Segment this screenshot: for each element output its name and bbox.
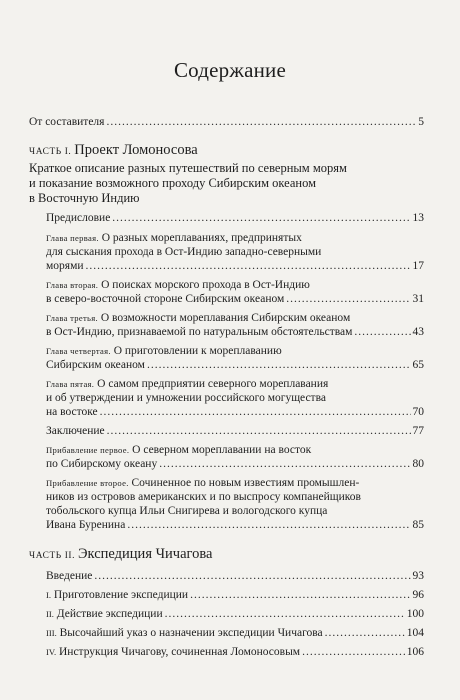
entry-text: О разных мореплаваниях, предпринятых: [101, 232, 302, 244]
appendix-label: Прибавление второе.: [46, 478, 129, 488]
entry-text: в северо-восточной стороне Сибирским океаном: [46, 293, 285, 305]
page-number: 93: [412, 570, 424, 582]
page-number: 104: [406, 627, 424, 639]
leader-dots: [106, 115, 416, 129]
toc-entry-section-1[interactable]: [46, 588, 424, 602]
chapter-label: Глава четвертая.: [46, 346, 111, 356]
entry-text: О поисках морского прохода в Ост-Индию: [101, 279, 310, 291]
entry-text: [46, 626, 323, 640]
toc-entry-chapter-1[interactable]: [46, 259, 424, 273]
entry-title: Инструкция Чичагову, сочиненная Ломоносовым: [58, 646, 301, 658]
entry-title: Приготовление экспедиции: [53, 589, 189, 601]
leader-dots: [147, 358, 411, 372]
chapter-2-line[interactable]: [46, 278, 310, 292]
chapter-5-line: и об утверждении и умножении российского могущества: [46, 392, 326, 404]
part-1-description-line: Краткое описание разных путешествий по северным морям: [29, 161, 347, 175]
page-number: 80: [412, 458, 424, 470]
toc-entry-chapter-2[interactable]: [46, 292, 424, 306]
entry-text: Сочиненное по новым известиям промышлен-: [131, 477, 360, 489]
toc-entry-introduction[interactable]: [46, 569, 424, 583]
roman-numeral: IV.: [46, 647, 57, 657]
toc-entry-chapter-5[interactable]: [46, 405, 424, 419]
toc-entry-appendix-1[interactable]: [46, 457, 424, 471]
entry-text: Сибирским океаном: [46, 359, 145, 371]
entry-text: в Ост-Индию, признаваемой по натуральным обстоятельствам: [46, 326, 353, 338]
part-1-description-line: и показание возможного проходу Сибирским океаном: [29, 176, 316, 190]
entry-text: по Сибирскому океану: [46, 458, 158, 470]
entry-text: От составителя: [29, 116, 105, 128]
toc-entry-intro[interactable]: [29, 115, 424, 129]
leader-dots: [112, 211, 410, 225]
appendix-2-line: ников из островов американских и по выспросу компанейщиков: [46, 491, 361, 503]
appendix-2-line[interactable]: [46, 476, 359, 490]
page-number: 70: [412, 406, 424, 418]
page-number: 96: [412, 589, 424, 601]
page-number: 65: [412, 359, 424, 371]
toc-entry-chapter-4[interactable]: [46, 358, 424, 372]
leader-dots: [127, 518, 410, 532]
part-label: ЧАСТЬ I.: [29, 147, 72, 157]
roman-numeral: II.: [46, 609, 54, 619]
entry-text: Заключение: [46, 425, 105, 437]
chapter-label: Глава первая.: [46, 233, 99, 243]
page-number: 5: [418, 116, 424, 128]
leader-dots: [286, 292, 410, 306]
entry-text: морями: [46, 260, 84, 272]
page-number: 85: [412, 519, 424, 531]
entry-title: Действие экспедиции: [56, 608, 163, 620]
leader-dots: [190, 588, 410, 602]
toc-entry-section-4[interactable]: [46, 645, 424, 659]
leader-dots: [325, 626, 405, 640]
entry-text: О северном мореплавании на восток: [132, 444, 312, 456]
leader-dots: [86, 259, 411, 273]
page-number: 100: [406, 608, 424, 620]
leader-dots: [302, 645, 405, 659]
toc-entry-preface[interactable]: [46, 211, 424, 225]
part-1-heading: [29, 143, 198, 159]
chapter-1-line: для сыскания прохода в Ост-Индию западно-северными: [46, 246, 322, 258]
toc-entry-appendix-2[interactable]: [46, 518, 424, 532]
entry-text: О приготовлении к мореплаванию: [113, 345, 282, 357]
page-number: 17: [412, 260, 424, 272]
page-number: 43: [412, 326, 424, 338]
roman-numeral: I.: [46, 590, 52, 600]
part-2-heading: [29, 547, 212, 563]
part-title: Проект Ломоносова: [74, 142, 198, 158]
entry-text: О самом предприятии северного мореплавания: [97, 378, 329, 390]
appendix-2-line: тобольского купца Ильи Снигирева и вологодского купца: [46, 505, 328, 517]
page-number: 106: [406, 646, 424, 658]
page-title: Содержание: [173, 58, 287, 82]
leader-dots: [107, 424, 411, 438]
entry-title: Высочайший указ о назначении экспедиции Чичагова: [59, 627, 323, 639]
chapter-4-line[interactable]: [46, 344, 282, 358]
chapter-label: Глава вторая.: [46, 280, 99, 290]
page-number: 31: [412, 293, 424, 305]
entry-text: О возможности мореплавания Сибирским океаном: [100, 312, 351, 324]
chapter-5-line[interactable]: [46, 377, 328, 391]
entry-text: Ивана Буренина: [46, 519, 126, 531]
appendix-1-line[interactable]: [46, 443, 311, 457]
entry-text: на востоке: [46, 406, 98, 418]
chapter-3-line[interactable]: [46, 311, 350, 325]
leader-dots: [165, 607, 405, 621]
toc-entry-section-2[interactable]: [46, 607, 424, 621]
leader-dots: [94, 569, 410, 583]
entry-text: [46, 588, 188, 602]
part-1-description-line: в Восточную Индию: [29, 191, 140, 205]
leader-dots: [354, 325, 410, 339]
chapter-1-line[interactable]: [46, 231, 302, 245]
leader-dots: [159, 457, 410, 471]
chapter-label: Глава пятая.: [46, 379, 95, 389]
page-number: 77: [412, 425, 424, 437]
page-number: 13: [412, 212, 424, 224]
chapter-label: Глава третья.: [46, 313, 98, 323]
entry-text: [46, 607, 163, 621]
entry-text: Введение: [46, 570, 93, 582]
part-label: ЧАСТЬ II.: [29, 551, 76, 561]
appendix-label: Прибавление первое.: [46, 445, 130, 455]
toc-entry-conclusion[interactable]: [46, 424, 424, 438]
leader-dots: [100, 405, 411, 419]
entry-text: Предисловие: [46, 212, 111, 224]
part-title: Экспедиция Чичагова: [77, 546, 213, 562]
entry-text: [46, 645, 300, 659]
toc-entry-chapter-3[interactable]: [46, 325, 424, 339]
toc-entry-section-3[interactable]: [46, 626, 424, 640]
roman-numeral: III.: [46, 628, 57, 638]
